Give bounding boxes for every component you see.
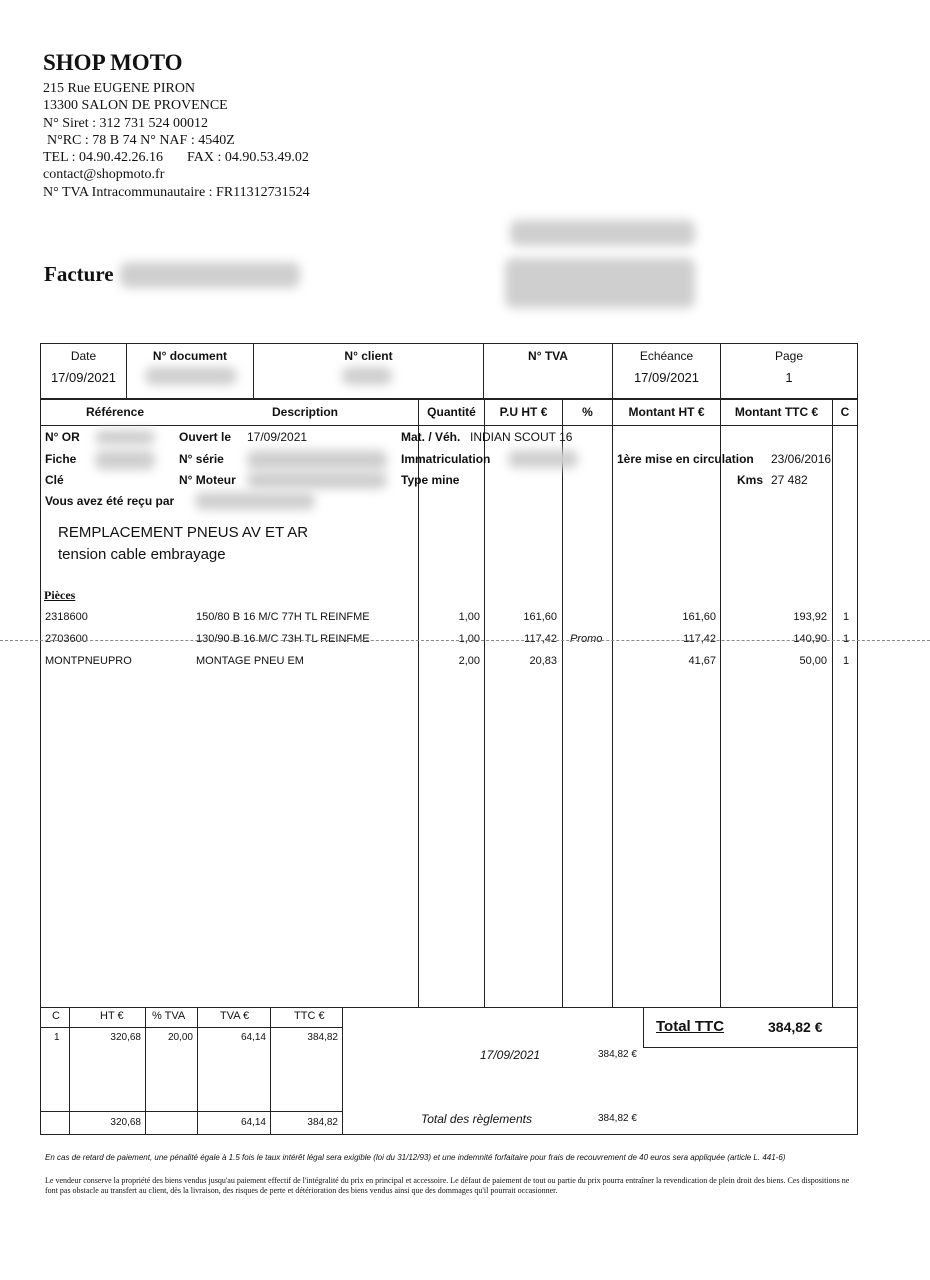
moteur-label: N° Moteur xyxy=(179,473,236,487)
recu-label: Vous avez été reçu par xyxy=(45,494,175,508)
vat-col-c: C xyxy=(52,1010,60,1022)
item-desc: 130/90 B 16 M/C 73H TL REINFME xyxy=(196,633,370,645)
item-ref: 2318600 xyxy=(45,611,88,623)
table-row xyxy=(0,611,930,629)
company-phones xyxy=(43,149,310,166)
company-siret: N° Siret : 312 731 524 00012 xyxy=(43,115,209,131)
vat-col-pct: % TVA xyxy=(152,1010,186,1022)
company-address-line2: 13300 SALON DE PROVENCE xyxy=(43,98,228,114)
item-ht: 117,42 xyxy=(683,633,716,645)
company-fax: FAX : 04.90.53.49.02 xyxy=(187,150,309,166)
page-label: Page xyxy=(774,349,804,363)
vat-total-tva: 64,14 xyxy=(240,1117,266,1128)
redacted-immat xyxy=(508,450,578,468)
item-c: 1 xyxy=(843,655,850,667)
item-pu: 20,83 xyxy=(529,655,557,667)
item-ttc: 193,92 xyxy=(793,611,827,623)
item-ht: 161,60 xyxy=(682,611,716,623)
ouvert-label: Ouvert le xyxy=(179,430,232,444)
col-montant-ht: Montant HT € xyxy=(628,405,705,419)
ouvert-value: 17/09/2021 xyxy=(247,430,308,444)
item-pct: Promo xyxy=(570,633,603,645)
col-c: C xyxy=(840,405,850,419)
redacted-moteur xyxy=(247,471,387,489)
payment-date: 17/09/2021 xyxy=(480,1048,541,1062)
col-reference: Référence xyxy=(85,405,145,419)
item-qty: 2,00 xyxy=(458,655,480,667)
redacted-client-number xyxy=(342,367,392,385)
cle-label: Clé xyxy=(45,473,64,487)
kms-label: Kms xyxy=(737,473,764,487)
company-tva-intra: N° TVA Intracommunautaire : FR11312731524 xyxy=(43,184,310,200)
item-ht: 41,67 xyxy=(688,655,716,667)
item-ref: MONTPNEUPRO xyxy=(45,655,132,667)
vat-total-ttc: 384,82 xyxy=(307,1117,338,1128)
vat-col-ht: HT € xyxy=(100,1010,124,1022)
item-ref: 2703600 xyxy=(45,633,88,645)
col-description: Description xyxy=(271,405,338,419)
kms-value: 27 482 xyxy=(771,473,808,487)
date-label: Date xyxy=(70,349,97,363)
redacted-address xyxy=(510,220,695,246)
vat-row xyxy=(0,1032,345,1048)
page-value: 1 xyxy=(785,370,793,385)
redacted-or xyxy=(95,430,155,445)
vat-total-ht: 320,68 xyxy=(110,1117,141,1128)
payment-total-amount: 384,82 € xyxy=(598,1113,637,1124)
tva-number-label: N° TVA xyxy=(528,349,568,363)
redacted-serie xyxy=(247,450,387,470)
total-ttc-value: 384,82 € xyxy=(768,1019,823,1035)
vat-col-tva: TVA € xyxy=(220,1010,250,1022)
vat-row-ttc: 384,82 xyxy=(307,1032,338,1043)
item-pu: 161,60 xyxy=(523,611,557,623)
work-line-1: REMPLACEMENT PNEUS AV ET AR xyxy=(58,524,309,541)
redacted-address-2 xyxy=(505,258,695,308)
item-desc: 150/80 B 16 M/C 77H TL REINFME xyxy=(196,611,370,623)
client-number-label: N° client xyxy=(344,349,393,363)
item-c: 1 xyxy=(843,633,850,645)
table-row xyxy=(0,655,930,673)
item-ttc: 50,00 xyxy=(799,655,827,667)
table-row xyxy=(0,633,930,651)
company-tel: TEL : 04.90.42.26.16 xyxy=(43,150,164,166)
item-pu: 117,42 xyxy=(524,633,557,645)
vat-row-ht: 320,68 xyxy=(110,1032,141,1043)
pieces-label: Pièces xyxy=(44,588,76,602)
item-qty: 1,00 xyxy=(458,633,480,645)
payment-total-label: Total des règlements xyxy=(421,1112,532,1126)
redacted-invoice-number xyxy=(120,262,300,288)
redacted-document-number xyxy=(145,367,237,385)
or-label: N° OR xyxy=(45,430,80,444)
item-qty: 1,00 xyxy=(458,611,480,623)
items-table xyxy=(40,399,858,1008)
payment-amount: 384,82 € xyxy=(598,1049,637,1060)
invoice-title: Facture xyxy=(44,262,114,286)
company-address-line1: 215 Rue EUGENE PIRON xyxy=(43,81,196,96)
scan-fold-line xyxy=(0,640,930,641)
item-c: 1 xyxy=(843,611,850,623)
vat-col-ttc: TTC € xyxy=(294,1010,325,1022)
echeance-value: 17/09/2021 xyxy=(633,370,700,385)
legal-penalty: En cas de retard de paiement, une pénalité égale à 1.5 fois le taux intérêt légal sera exigible (loi du 31/12/93) et une indemnité forfaitaire pour frais de recouvrement de 40 euros sera appliquée (article L. 441-6) xyxy=(45,1153,786,1162)
legal-ownership: Le vendeur conserve la propriété des biens vendus jusqu'au paiement effectif de l'intégralité du prix en principal et accessoire. Le défaut de paiement de tout ou partie du prix pourra entraîner la revendication de plein droit des biens. Ces dispositions ne font pas obstacle au transfert au client, dès la livraison, des risques de perte et détérioration des biens vendus ainsi que des dommages qu'il pourrait occasionner. xyxy=(45,1176,850,1195)
col-pct: % xyxy=(582,405,593,419)
total-ttc-label: Total TTC xyxy=(656,1018,725,1035)
immat-label: Immatriculation xyxy=(401,452,491,466)
work-line-2: tension cable embrayage xyxy=(58,546,226,563)
mat-value: INDIAN SCOUT 16 xyxy=(470,430,573,444)
col-montant-ttc: Montant TTC € xyxy=(734,405,819,419)
vat-row-c: 1 xyxy=(54,1032,60,1043)
col-pu-ht: P.U HT € xyxy=(499,405,548,419)
redacted-fiche xyxy=(95,450,155,470)
company-info xyxy=(43,80,310,201)
echeance-label: Echéance xyxy=(639,349,694,363)
item-ttc: 140,90 xyxy=(793,633,827,645)
document-number-label: N° document xyxy=(152,349,228,363)
vat-row-pct: 20,00 xyxy=(167,1032,193,1043)
vat-row-tva: 64,14 xyxy=(240,1032,266,1043)
serie-label: N° série xyxy=(179,452,224,466)
item-desc: MONTAGE PNEU EM xyxy=(196,655,304,667)
vat-total-row xyxy=(0,1117,345,1133)
col-quantite: Quantité xyxy=(427,405,476,419)
company-email: contact@shopmoto.fr xyxy=(43,167,165,183)
type-mine-label: Type mine xyxy=(401,473,460,487)
fiche-label: Fiche xyxy=(45,452,77,466)
circulation-value: 23/06/2016 xyxy=(771,452,832,466)
company-name: SHOP MOTO xyxy=(43,50,183,75)
mat-label: Mat. / Véh. xyxy=(401,430,461,444)
circulation-label: 1ère mise en circulation xyxy=(617,452,754,466)
date-value: 17/09/2021 xyxy=(50,370,117,385)
redacted-recu xyxy=(195,492,315,510)
company-rc-naf: N°RC : 78 B 74 N° NAF : 4540Z xyxy=(47,132,235,148)
